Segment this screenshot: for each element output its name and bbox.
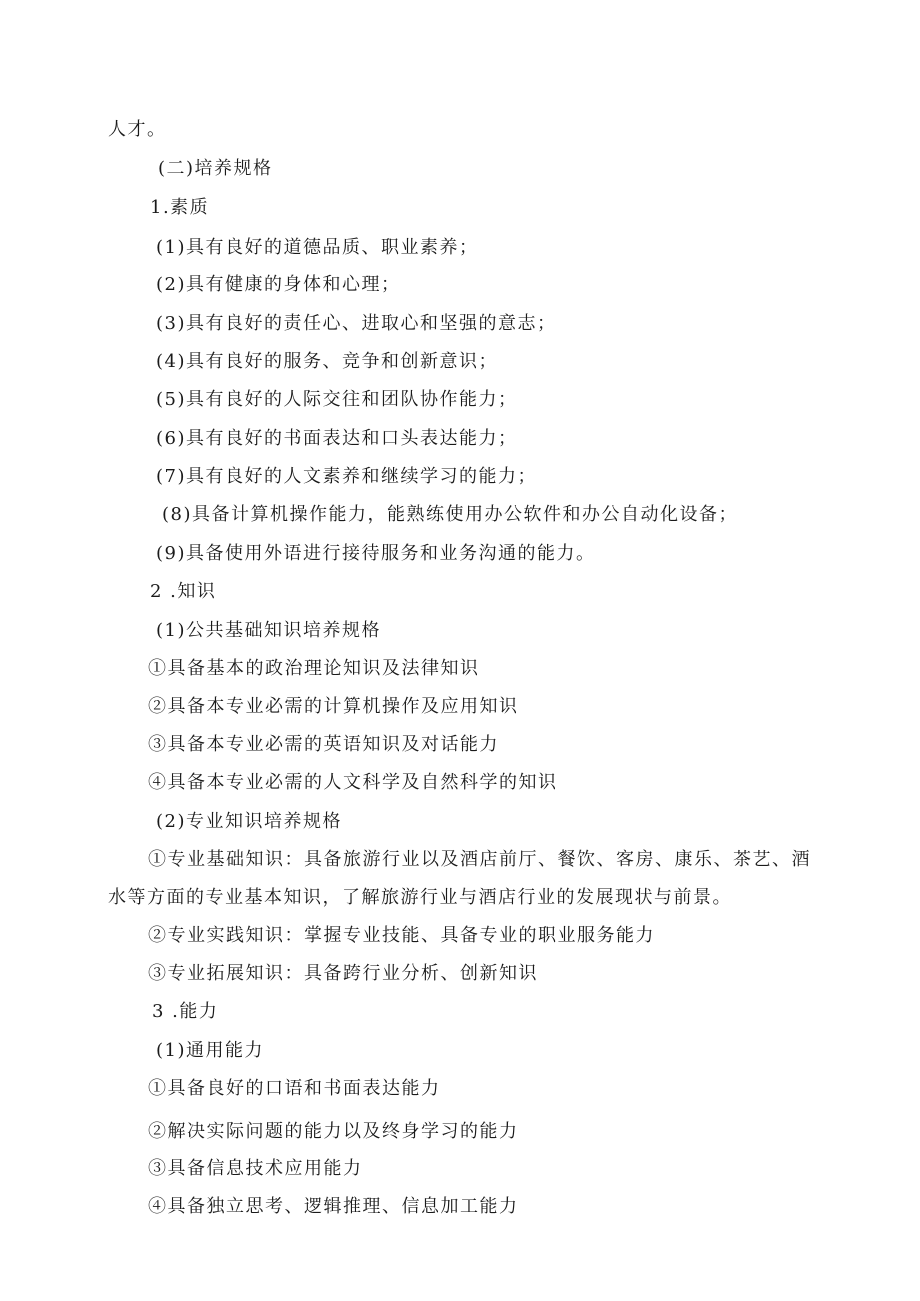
list-item: ④具备本专业必需的人文科学及自然科学的知识 [148, 772, 558, 793]
list-item: (3)具有良好的责任心、进取心和坚强的意志； [156, 313, 557, 334]
section-heading-training-spec: (二)培养规格 [158, 158, 273, 179]
list-item: ③专业拓展知识：具备跨行业分析、创新知识 [148, 963, 538, 984]
list-item: (9)具备使用外语进行接待服务和业务沟通的能力。 [156, 543, 596, 564]
list-item: ①具备良好的口语和书面表达能力 [148, 1078, 441, 1099]
list-item: ③具备本专业必需的英语知识及对话能力 [148, 734, 499, 755]
list-item: ①具备基本的政治理论知识及法律知识 [148, 658, 480, 679]
list-item: (8)具备计算机操作能力，能熟练使用办公软件和办公自动化设备； [162, 504, 738, 525]
list-item: ④具备独立思考、逻辑推理、信息加工能力 [148, 1196, 519, 1217]
paragraph-line: 水等方面的专业基本知识，了解旅游行业与酒店行业的发展现状与前景。 [108, 887, 732, 908]
list-item: (4)具有良好的服务、竞争和创新意识； [156, 351, 498, 372]
subheading-quality: 1.素质 [150, 197, 210, 218]
text-line-continuation: 人才。 [108, 119, 167, 140]
list-item: (2)具有健康的身体和心理； [156, 274, 401, 295]
paragraph-line: ①专业基础知识：具备旅游行业以及酒店前厅、餐饮、客房、康乐、茶艺、酒 [148, 849, 811, 870]
list-item: (1)具有良好的道德品质、职业素养； [156, 237, 479, 258]
list-item: (6)具有良好的书面表达和口头表达能力； [156, 428, 518, 449]
list-item: (1)通用能力 [156, 1040, 264, 1061]
list-item: (2)专业知识培养规格 [156, 811, 342, 832]
list-item: (1)公共基础知识培养规格 [156, 620, 381, 641]
list-item: (5)具有良好的人际交往和团队协作能力； [156, 389, 518, 410]
list-item: ②解决实际问题的能力以及终身学习的能力 [148, 1121, 519, 1142]
list-item: ②专业实践知识：掌握专业技能、具备专业的职业服务能力 [148, 925, 655, 946]
list-item: (7)具有良好的人文素养和继续学习的能力； [156, 466, 537, 487]
list-item: ②具备本专业必需的计算机操作及应用知识 [148, 696, 519, 717]
subheading-knowledge: 2 .知识 [150, 581, 217, 602]
list-item: ③具备信息技术应用能力 [148, 1158, 363, 1179]
subheading-ability: 3 .能力 [152, 1001, 219, 1022]
